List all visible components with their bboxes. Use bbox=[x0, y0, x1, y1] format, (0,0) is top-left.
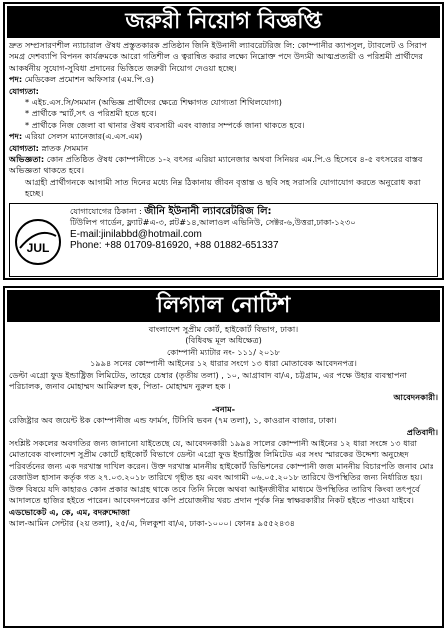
qual1-line: * প্রার্থীকে স্মার্ট,সৎ ও পরিশ্রমী হতে হবে। bbox=[25, 108, 157, 119]
qual1-line: * এইচ.এস.সি/সমমান (অভিজ্ঞ প্রার্থীদের ক্ষেত্রে শিক্ষাগত যোগ্যতা শিথিলযোগ্য) bbox=[25, 97, 283, 108]
logo-text: JUL bbox=[26, 240, 50, 255]
qual1-label: যোগ্যতা: bbox=[9, 85, 39, 96]
recruitment-intro: দ্রুত সম্প্রসারণশীল ন্যাচারাল ঔষধ প্রস্তুতকারক প্রতিষ্ঠান জিনি ইউনানী ল্যাবরেটরিজ লি: কোম্পানীর ক্যাপসুল, ট্যাবলেট ও সিরাপ সমগ্র দেশব্যাপি বিপনন কার্যক্রমকে আরো গতিশীল ও ত্বরান্বিত করার লক্ষ্যে নিম্নোক্ত পদে উদ্যমী আত্মপ্রত্যয়ী ও পরিশ্রমী প্রার্থীদের আকর্ষনীয় সুযোগ-সুবিধা প্রদানের ভিত্তিতে জরুরী নিয়োগ দেওয়া হচ্ছে। bbox=[9, 40, 427, 73]
qual1 bbox=[9, 86, 438, 97]
respondent: রেজিষ্ট্রার অব জয়েন্ট ষ্টক কোম্পানীজ এন্ড ফার্মস, টিসিবি ভবন (৭ম তলা), ১, কাওরান বাজার, ঢাকা। bbox=[9, 415, 337, 426]
notice-body: সংশ্লিষ্ট সকলের অবগতির জন্য জানানো যাইতেছে যে, আবেদনকারী ১৯৯৪ সালের কোম্পানী আইনের ১২ ধারা সংঙ্গে ১৩ ধারা মোতাবেক বাংলাদেশ সুপ্রীম কোর্টে হাইকোর্ট বিভাগে ডেল্টা এগ্রো ফুড ইন্ডাষ্ট্রিজ লিমিটেড এর সংঘ স্মারকের উদ্দেশ্য অনুচ্ছেদ পরিবর্তনের জন্য এক দরখাস্ত দাখিল করেন। উক্ত দরখাস্ত মাননীয় হাইকোর্ট ডিভিশনের কোম্পানী জজ মাননীয় বিচারপতি জনাব মোঃ রেজাউল হাসান কর্তৃক গত ২৭.০৩.২০১৮ তারিখে গৃহীত হয় এবং আগামী ০৬.০৫.২০১৮ তারিখে উপস্থিতির জন্য নির্ধারিত হয়। উক্ত বিষয়ে যদি কাহারও কোন প্রকার আগ্রহ থাকে তবে তিনি নিজে অথবা আইনজীবীর মাধ্যমে উপস্থিতির তারিখ কিংবা তৎপূর্বে আদালতে হাজির হইতে পারেন। আবেদনপত্রের কপি প্রয়োজনীয় খরচ প্রদান পূর্বক নিম্ন স্বাক্ষরকারীর নিকট হইতে পাওয়া যাইবে। bbox=[9, 438, 435, 506]
post2-value: এরিয়া সেলস ম্যানেজার(এ.এস.এম) bbox=[24, 131, 143, 142]
qual1-line: * প্রার্থীকে নিজ জেলা বা থানার ঔষধ ব্যবসায়ী এবং বাজার সম্পর্কে জানা থাকতে হবে। bbox=[25, 119, 305, 130]
matter-number: কোম্পানী ম্যাটার নং- ১১১/ ২০১৮ bbox=[167, 346, 280, 357]
act-line: ১৯৯৪ সনের কোম্পানী আইনের ১২ ধারার সংগে ১৩ ধারা মোতাবেক আবেদনপত্র। bbox=[90, 358, 357, 369]
recruitment-body bbox=[5, 40, 442, 200]
post1-value: মেডিকেল প্রমোশন অফিসার (এম.পি.ও) bbox=[24, 74, 154, 85]
contact-box bbox=[9, 203, 438, 277]
respondent-role: প্রতিবাদী। bbox=[406, 426, 438, 437]
recruitment-title: জরুরী নিয়োগ বিজ্ঞপ্তি bbox=[7, 6, 440, 38]
post2-label: পদ: bbox=[9, 131, 23, 142]
company-phone[interactable]: Phone: +88 01709-816920, +88 01882-651337 bbox=[70, 239, 279, 251]
company-email[interactable]: E-mail:jinilabbd@hotmail.com bbox=[70, 228, 202, 240]
legal-notice-title: লিগ্যাল নোটিশ bbox=[7, 290, 440, 322]
versus: -বনাম- bbox=[211, 403, 236, 414]
experience bbox=[9, 154, 438, 177]
advocate-address: আল-আমিন সেন্টার (২য় তলা), ২৫/এ, দিলকুশা বা/এ, ঢাকা-১০০০। ফোনঃ ৯৫৫২৪৩৪ bbox=[9, 517, 296, 528]
apply-instructions: আগ্রহী প্রার্থীগনকে আগামী সাত দিনের মধ্যে নিম্ন ঠিকানায় জীবন বৃত্তান্ত ও ছবি সহ সরাসরি যোগাযোগ করতে অনুরোধ করা হচ্ছে। bbox=[25, 176, 421, 199]
qual2 bbox=[9, 143, 438, 154]
jurisdiction: (বিধিবদ্ধ মূল অধিক্ষেত্র) bbox=[185, 335, 262, 346]
petitioner: ডেল্টা এগ্রো ফুড ইন্ডাষ্ট্রিজ লিমিটেড, তাহের চেম্বার (তৃতীয় তলা) , ১০, আগ্রাবাদ বা/এ, চট্টগ্রাম, এর পক্ষে উহার ব্যবস্থাপনা পরিচালক, জনাব মোহাম্মদ আমিরুল হক, পিতা- মোহাম্মদ নুরুল হক । bbox=[9, 369, 407, 392]
company-name: জীনি ইউনানী ল্যাবরেটরিজ লি: bbox=[144, 205, 272, 217]
post1 bbox=[9, 74, 438, 85]
qual2-value: স্নাতক /সমমান bbox=[41, 142, 89, 153]
qual2-label: যোগ্যতা: bbox=[9, 142, 39, 153]
experience-value: কোন প্রতিষ্ঠিত ঔষধ কোম্পানীতে ১-২ বৎসর এরিয়া ম্যানেজার অথবা সিনিয়র এম.পি.ও হিসেবে ৪-৫ বৎসরের বাস্তব অভিজ্ঞতা থাকতে হবে। bbox=[9, 154, 423, 176]
legal-notice bbox=[3, 286, 444, 628]
post2 bbox=[9, 131, 438, 142]
contact-label: যোগাযোগের ঠিকানা : bbox=[70, 205, 142, 216]
court-name: বাংলাদেশ সুপ্রীম কোর্ট, হাইকোর্ট বিভাগ, ঢাকা। bbox=[148, 324, 299, 334]
legal-notice-body bbox=[5, 324, 442, 529]
company-logo bbox=[14, 218, 62, 266]
experience-label: অভিজ্ঞতা: bbox=[9, 154, 45, 165]
advocate-name: এডভোকেট এ, কে, এম, বদরুদ্দোজা bbox=[9, 506, 130, 517]
post1-label: পদ: bbox=[9, 74, 23, 85]
company-address: টিউলিপ গার্ডেন, ফ্ল্যাট#এ-৩, প্লট#১৪,আলাওল এভিনিউ, সেক্টর-৬,উত্তরা,ঢাকা-১২৩০ bbox=[70, 217, 356, 228]
petitioner-role: আবেদনকারী। bbox=[393, 392, 438, 403]
recruitment-notice bbox=[3, 2, 444, 280]
